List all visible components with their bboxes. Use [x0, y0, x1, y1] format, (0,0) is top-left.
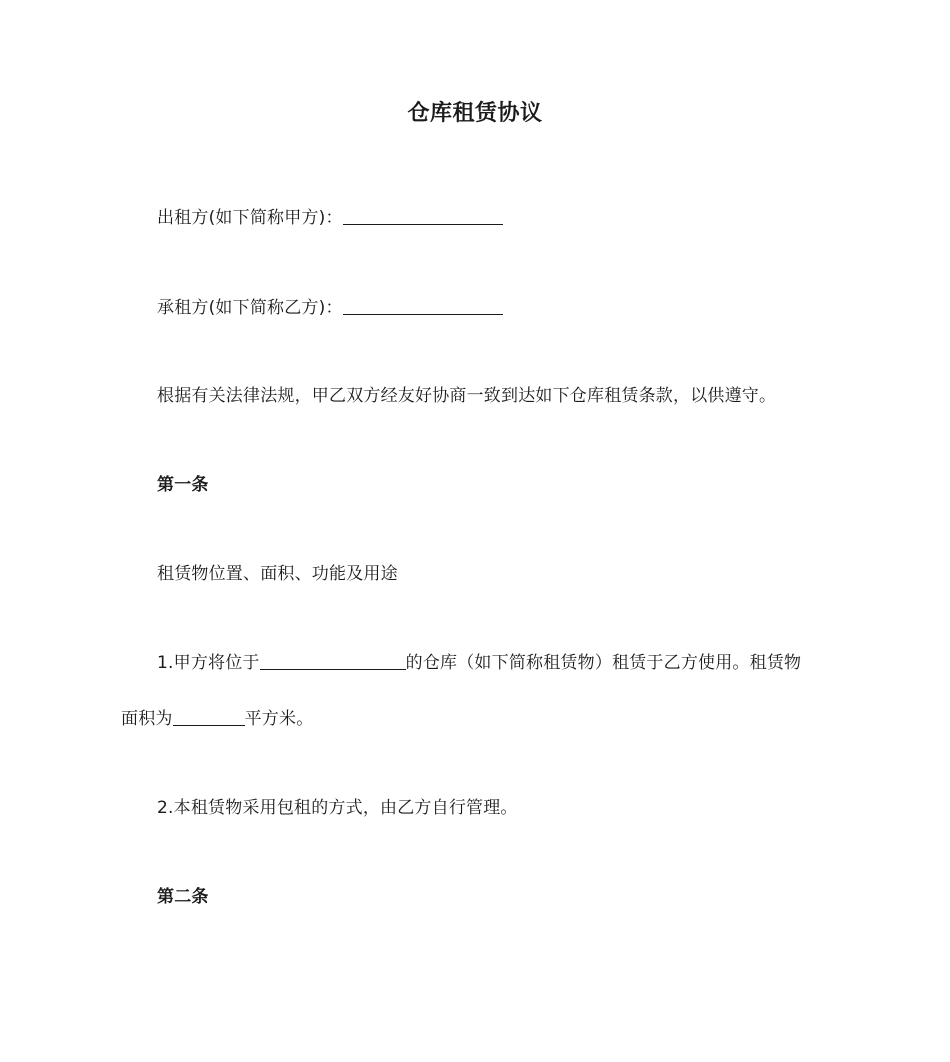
clause1-text-c: 面积为: [121, 709, 173, 729]
article1-subtitle: 租赁物位置、面积、功能及用途: [157, 564, 398, 584]
intro-paragraph: 根据有关法律法规，甲乙双方经友好协商一致到达如下仓库租赁条款，以供遵守。: [157, 386, 777, 406]
clause2: 2.本租赁物采用包租的方式，由乙方自行管理。: [157, 798, 518, 818]
clause1-text-d: 平方米。: [244, 709, 314, 729]
lessee-label: 承租方(如下简称乙方)：: [157, 298, 343, 318]
clause1-text-a: 1.甲方将位于: [157, 653, 260, 673]
document-title: 仓库租赁协议: [407, 101, 543, 126]
lessor-name-blank: [343, 206, 503, 225]
clause1-text-b: 的仓库（如下简称租赁物）租赁于乙方使用。租赁物: [405, 653, 802, 673]
location-blank: [260, 651, 406, 670]
area-blank: [173, 707, 245, 726]
lessor-label: 出租方(如下简称甲方)：: [157, 208, 343, 228]
clause1-line1: [157, 651, 801, 675]
lessor-line: [157, 206, 503, 230]
lessee-line: [157, 296, 503, 320]
article1-heading: 第一条: [157, 475, 209, 495]
article2-heading: 第二条: [157, 887, 209, 907]
clause1-line2: [121, 707, 313, 731]
lessee-name-blank: [343, 296, 503, 315]
